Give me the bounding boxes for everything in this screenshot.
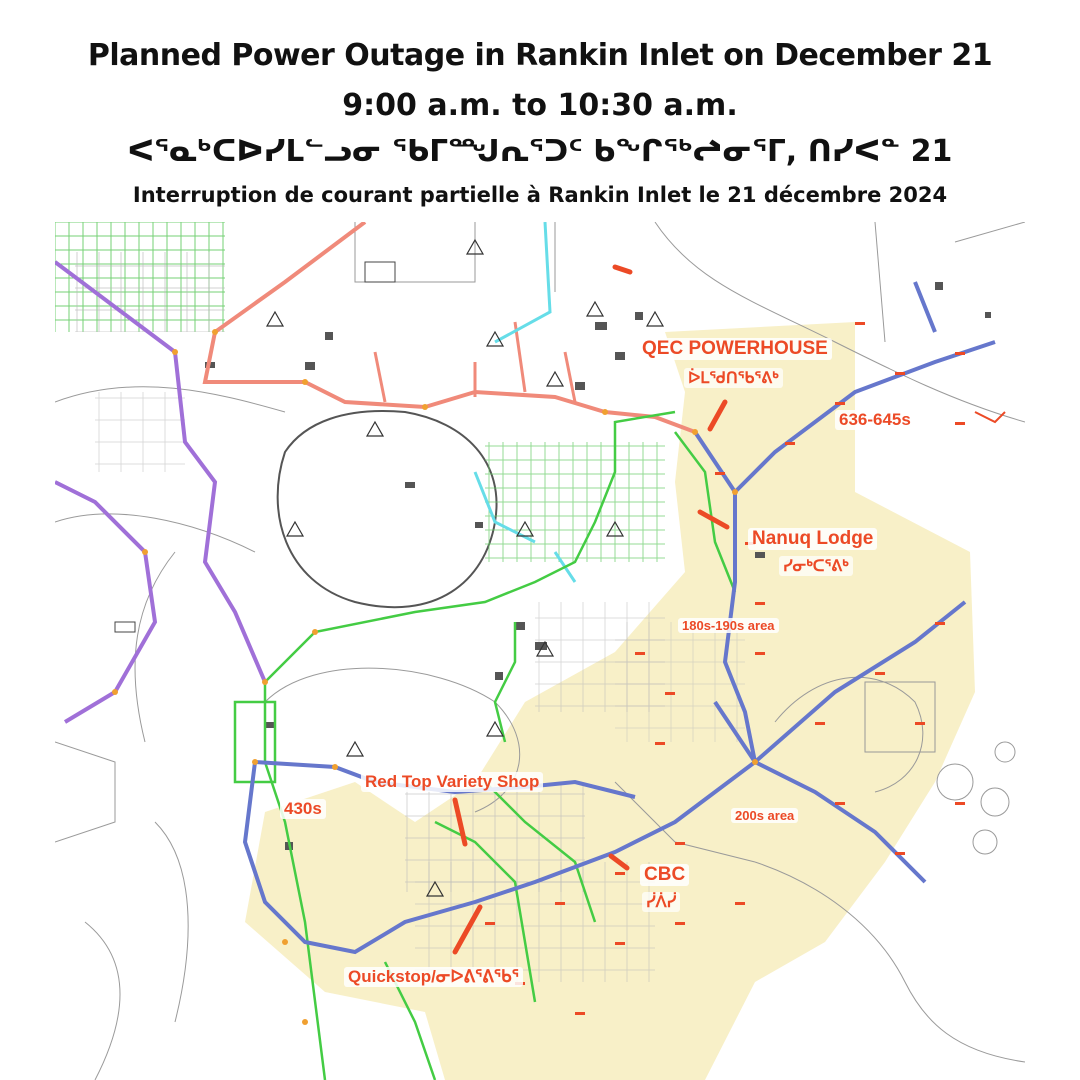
title-english: Planned Power Outage in Rankin Inlet on December 21 <box>87 38 993 73</box>
label-180s-190s-area: 180s-190s area <box>678 618 779 633</box>
outage-map[interactable] <box>55 222 1025 1080</box>
label-qec-powerhouse-iu: ᐆᒪᖁᑎᖃᕐᕕᒃ <box>684 368 783 388</box>
label-636-645s: 636-645s <box>835 410 915 430</box>
label-nanuq-lodge: Nanuq Lodge <box>748 528 877 550</box>
label-nanuq-lodge-iu: ᓯᓂᒃᑕᕐᕕᒃ <box>779 556 853 576</box>
title-french: Interruption de courant partielle à Rankin Inlet le 21 décembre 2024 <box>132 183 948 207</box>
map-drawing <box>55 222 1025 1080</box>
label-qec-powerhouse: QEC POWERHOUSE <box>638 338 832 360</box>
label-200s-area: 200s area <box>731 808 798 823</box>
label-red-top-variety-shop: Red Top Variety Shop <box>361 772 543 792</box>
feeder-red <box>205 222 695 432</box>
label-quickstop: Quickstop/ᓂᐅᕕᕐᕕᖃᕐ <box>344 967 523 987</box>
label-cbc: CBC <box>640 864 689 886</box>
label-cbc-iu: ᓰᐲᓰ <box>642 892 680 912</box>
double-light-marker <box>975 412 1005 422</box>
outage-time: 9:00 a.m. to 10:30 a.m. <box>342 88 738 123</box>
header <box>0 0 1080 222</box>
label-430s: 430s <box>280 799 326 819</box>
title-inuktitut: ᐸᕐᓇᒃᑕᐅᓯᒪᓪᓗᓂ ᖃᒥᙳᕆᕐᑐᑦ ᑲᖏᖅᖠᓂᕐᒥ, ᑎᓯᐸᓐ 21 <box>127 134 953 169</box>
